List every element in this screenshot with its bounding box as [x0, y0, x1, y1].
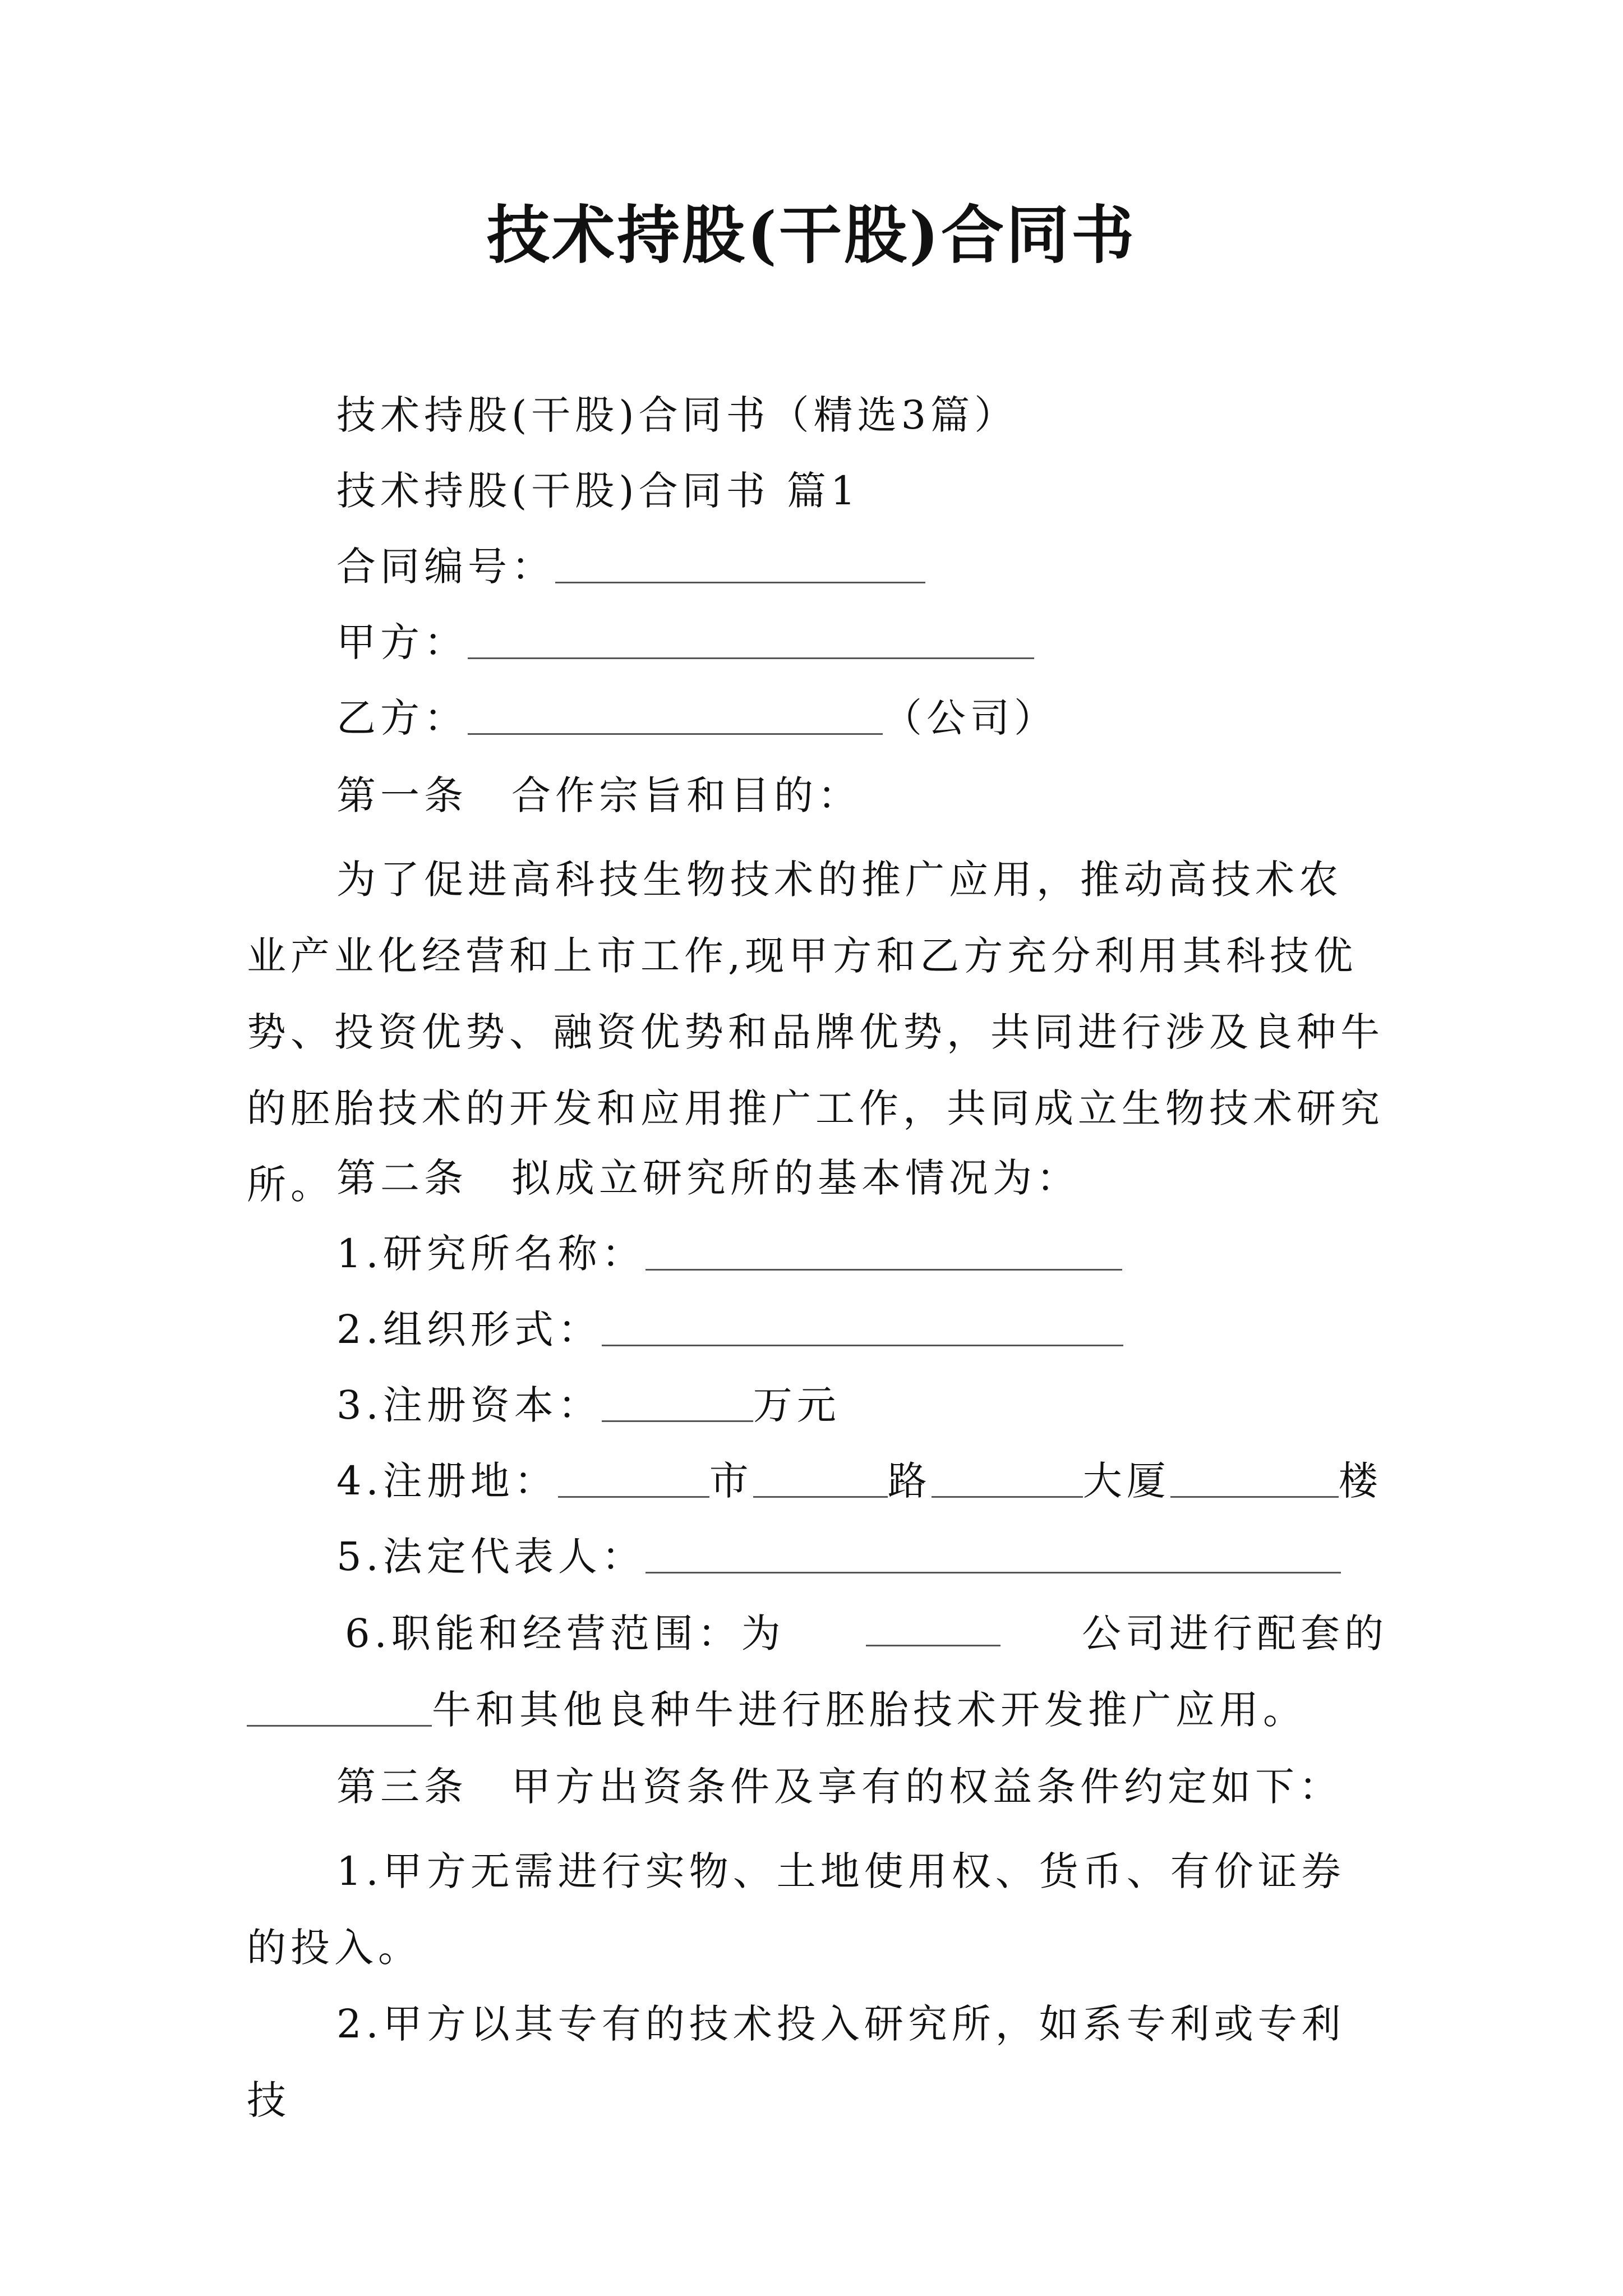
item-6-row	[345, 1605, 1388, 1662]
road-blank	[753, 1457, 888, 1498]
party-b-suffix: （公司）	[883, 695, 1058, 741]
item-1-label: 1.研究所名称：	[336, 1231, 645, 1277]
party-a-row	[336, 614, 1034, 670]
item-4-row	[336, 1453, 1382, 1509]
section-heading: 技术持股(干股)合同书 篇1	[336, 468, 860, 514]
item-2-row	[336, 1301, 1123, 1358]
document-subtitle: 技术持股(干股)合同书（精选3篇）	[336, 392, 1018, 438]
item-6-part3: 牛和其他良种牛进行胚胎技术开发推广应用。	[432, 1687, 1307, 1733]
organization-form-blank	[602, 1305, 1123, 1346]
article-1-body: 为了促进高科技生物技术的推广应用，推动高技术农业产业化经营和上市工作,现甲方和乙方充分利用其科技优势、投资优势、融资优势和品牌优势，共同进行涉及良种牛的胚胎技术的开发和应用推广工作，共同成立生物技术研究所。	[247, 857, 1384, 1208]
contract-number-label: 合同编号：	[336, 544, 555, 590]
item-6-part1: 6.职能和经营范围：为	[345, 1611, 785, 1657]
item-6-continuation	[247, 1682, 1307, 1738]
item-4-floor: 楼	[1338, 1458, 1382, 1504]
article-1-heading: 第一条 合作宗旨和目的：	[336, 772, 861, 818]
building-blank	[932, 1457, 1083, 1498]
company-blank	[866, 1605, 1000, 1646]
cattle-breed-blank	[247, 1686, 432, 1727]
contract-number-row	[336, 539, 925, 595]
document-title: 技术持股(干股)合同书	[487, 199, 1136, 272]
city-blank	[558, 1457, 709, 1498]
item-4-road: 路	[887, 1458, 932, 1504]
item-3-row	[336, 1377, 841, 1433]
article-3-heading: 第三条 甲方出资条件及享有的权益条件约定如下：	[336, 1764, 1343, 1810]
item-3-unit: 万元	[753, 1382, 841, 1428]
item-6-part2: 公司进行配套的	[1081, 1611, 1388, 1657]
contract-number-blank	[555, 542, 925, 583]
item-1-row	[336, 1226, 1122, 1282]
item-5-label: 5.法定代表人：	[336, 1534, 645, 1580]
item-4-city: 市	[709, 1458, 753, 1504]
registered-capital-blank	[602, 1381, 753, 1422]
party-a-blank	[468, 618, 1034, 659]
item-4-building: 大厦	[1082, 1458, 1170, 1504]
party-b-label: 乙方：	[336, 695, 468, 741]
item-3-label: 3.注册资本：	[336, 1382, 602, 1428]
item-2-label: 2.组织形式：	[336, 1306, 602, 1352]
institute-name-blank	[645, 1230, 1122, 1271]
item-6-spread	[345, 1605, 1388, 1662]
item-5-row	[336, 1529, 1341, 1585]
party-b-row	[336, 690, 1058, 746]
article-3-item-1: 1.甲方无需进行实物、土地使用权、货币、有价证券的投入。	[247, 1848, 1345, 1971]
floor-blank	[1170, 1457, 1339, 1498]
article-2-heading: 第二条 拟成立研究所的基本情况为：	[336, 1155, 1080, 1201]
legal-representative-blank	[645, 1533, 1341, 1573]
party-b-blank	[468, 694, 883, 735]
article-3-item-2: 2.甲方以其专有的技术投入研究所，如系专利或专利技	[247, 2001, 1345, 2123]
party-a-label: 甲方：	[336, 619, 468, 665]
item-4-label: 4.注册地：	[336, 1458, 558, 1504]
